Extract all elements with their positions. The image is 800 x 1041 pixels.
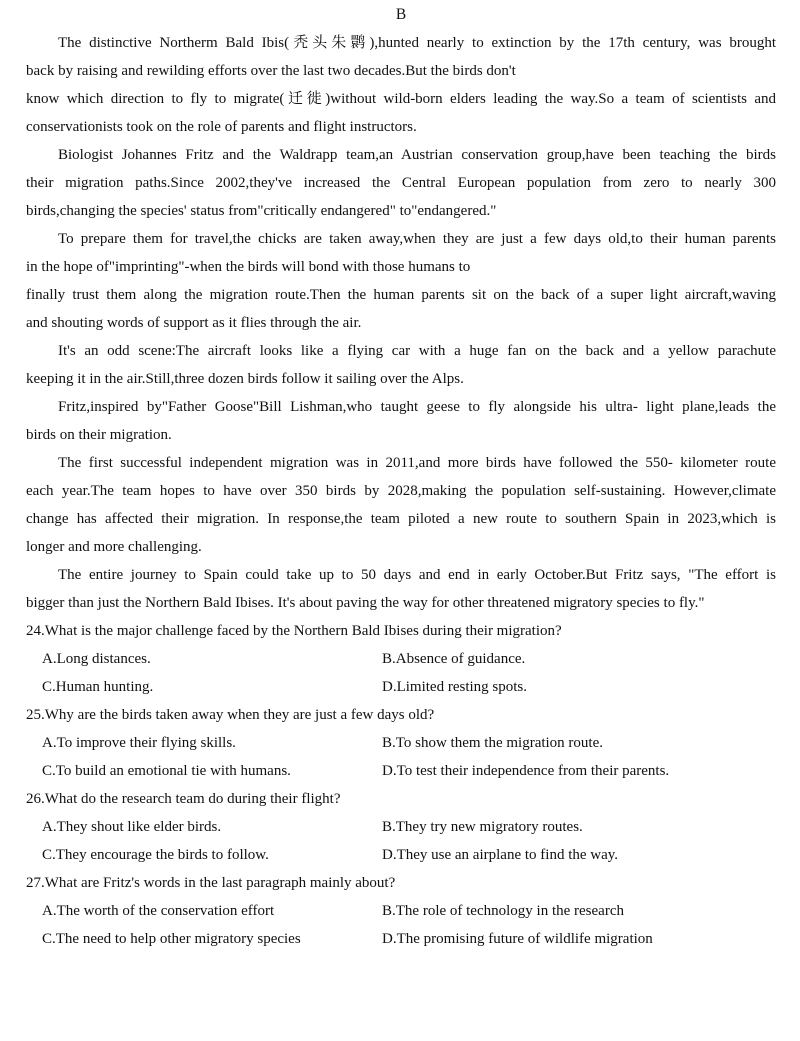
passage-line: To prepare them for travel,the chicks are taken away,when they are just a few days old,to their human parents [58,231,776,247]
question-stem: 27.What are Fritz's words in the last paragraph mainly about? [26,875,396,891]
option-d[interactable]: D.Limited resting spots. [382,679,527,695]
question-26 [26,785,776,869]
passage-line: longer and more challenging. [26,539,202,555]
option-d[interactable]: D.They use an airplane to find the way. [382,847,619,863]
passage-line: It's an odd scene:The aircraft looks like a flying car with a huge fan on the back and a yellow parachute [58,343,776,359]
passage-line: birds,changing the species' status from"critically endangered" to"endangered." [26,203,497,219]
passage-line: The entire journey to Spain could take up to 50 days and end in early October.But Fritz says, "The effort is [58,567,776,583]
option-d[interactable]: D.The promising future of wildlife migration [382,931,653,947]
question-24 [26,617,776,701]
option-a[interactable]: A.To improve their flying skills. [42,735,236,751]
passage-paragraph [26,281,776,337]
option-b[interactable]: B.They try new migratory routes. [382,819,583,835]
passage-line: and shouting words of support as it flies through the air. [26,315,362,331]
option-b[interactable]: B.Absence of guidance. [382,651,526,667]
passage-line: birds on their migration. [26,427,172,443]
passage-line: bigger than just the Northern Bald Ibises. It's about paving the way for other threatened migratory species to fly." [26,595,705,611]
option-c[interactable]: C.The need to help other migratory species [42,931,301,947]
options-grid [26,897,776,953]
passage-line: Biologist Johannes Fritz and the Waldrapp team,an Austrian conservation group,have been teaching the birds [58,147,776,163]
passage-line: keeping it in the air.Still,three dozen birds follow it sailing over the Alps. [26,371,464,387]
passage-line: The first successful independent migration was in 2011,and more birds have followed the 550- kilometer route [58,455,776,471]
option-c[interactable]: C.To build an emotional tie with humans. [42,763,291,779]
questions [26,617,776,953]
passage [26,29,776,617]
document-page [26,0,776,953]
passage-line: change has affected their migration. In response,the team piloted a new route to southern Spain in 2023,which is [26,511,776,527]
section-label: B [395,6,407,23]
option-c[interactable]: C.They encourage the birds to follow. [42,847,269,863]
passage-line: back by raising and rewilding efforts over the last two decades.But the birds don't [26,63,516,79]
passage-line: finally trust them along the migration route.Then the human parents sit on the back of a super light aircraft,waving [26,287,776,303]
passage-line: Fritz,inspired by"Father Goose"Bill Lishman,who taught geese to fly alongside his ultra- light plane,leads the [58,399,776,415]
option-d[interactable]: D.To test their independence from their parents. [382,763,670,779]
passage-paragraph [26,449,776,561]
question-25 [26,701,776,785]
option-a[interactable]: A.Long distances. [42,651,151,667]
passage-paragraph [26,29,776,85]
options-grid [26,729,776,785]
question-stem: 25.Why are the birds taken away when they are just a few days old? [26,707,435,723]
option-b[interactable]: B.To show them the migration route. [382,735,604,751]
passage-paragraph [26,337,776,393]
passage-paragraph [26,393,776,449]
passage-line: each year.The team hopes to have over 350 birds by 2028,making the population self-sustaining. However,climate [26,483,776,499]
passage-paragraph [26,561,776,617]
question-27 [26,869,776,953]
passage-paragraph [26,141,776,225]
passage-line: know which direction to fly to migrate(迁徙)without wild-born elders leading the way.So a team of scientists and [26,91,776,107]
passage-paragraph [26,85,776,141]
option-c[interactable]: C.Human hunting. [42,679,154,695]
option-a[interactable]: A.They shout like elder birds. [42,819,222,835]
option-a[interactable]: A.The worth of the conservation effort [42,903,275,919]
option-b[interactable]: B.The role of technology in the research [382,903,624,919]
question-stem: 24.What is the major challenge faced by the Northern Bald Ibises during their migration? [26,623,562,639]
passage-line: their migration paths.Since 2002,they've increased the Central European population from zero to nearly 300 [26,175,776,191]
passage-line: in the hope of"imprinting"-when the birds will bond with those humans to [26,259,471,275]
question-stem: 26.What do the research team do during their flight? [26,791,341,807]
passage-paragraph [26,225,776,281]
passage-line: The distinctive Northerm Bald Ibis(秃头朱鹮),hunted nearly to extinction by the 17th century, was brought [58,35,776,51]
options-grid [26,813,776,869]
passage-line: conservationists took on the role of parents and flight instructors. [26,119,417,135]
options-grid [26,645,776,701]
